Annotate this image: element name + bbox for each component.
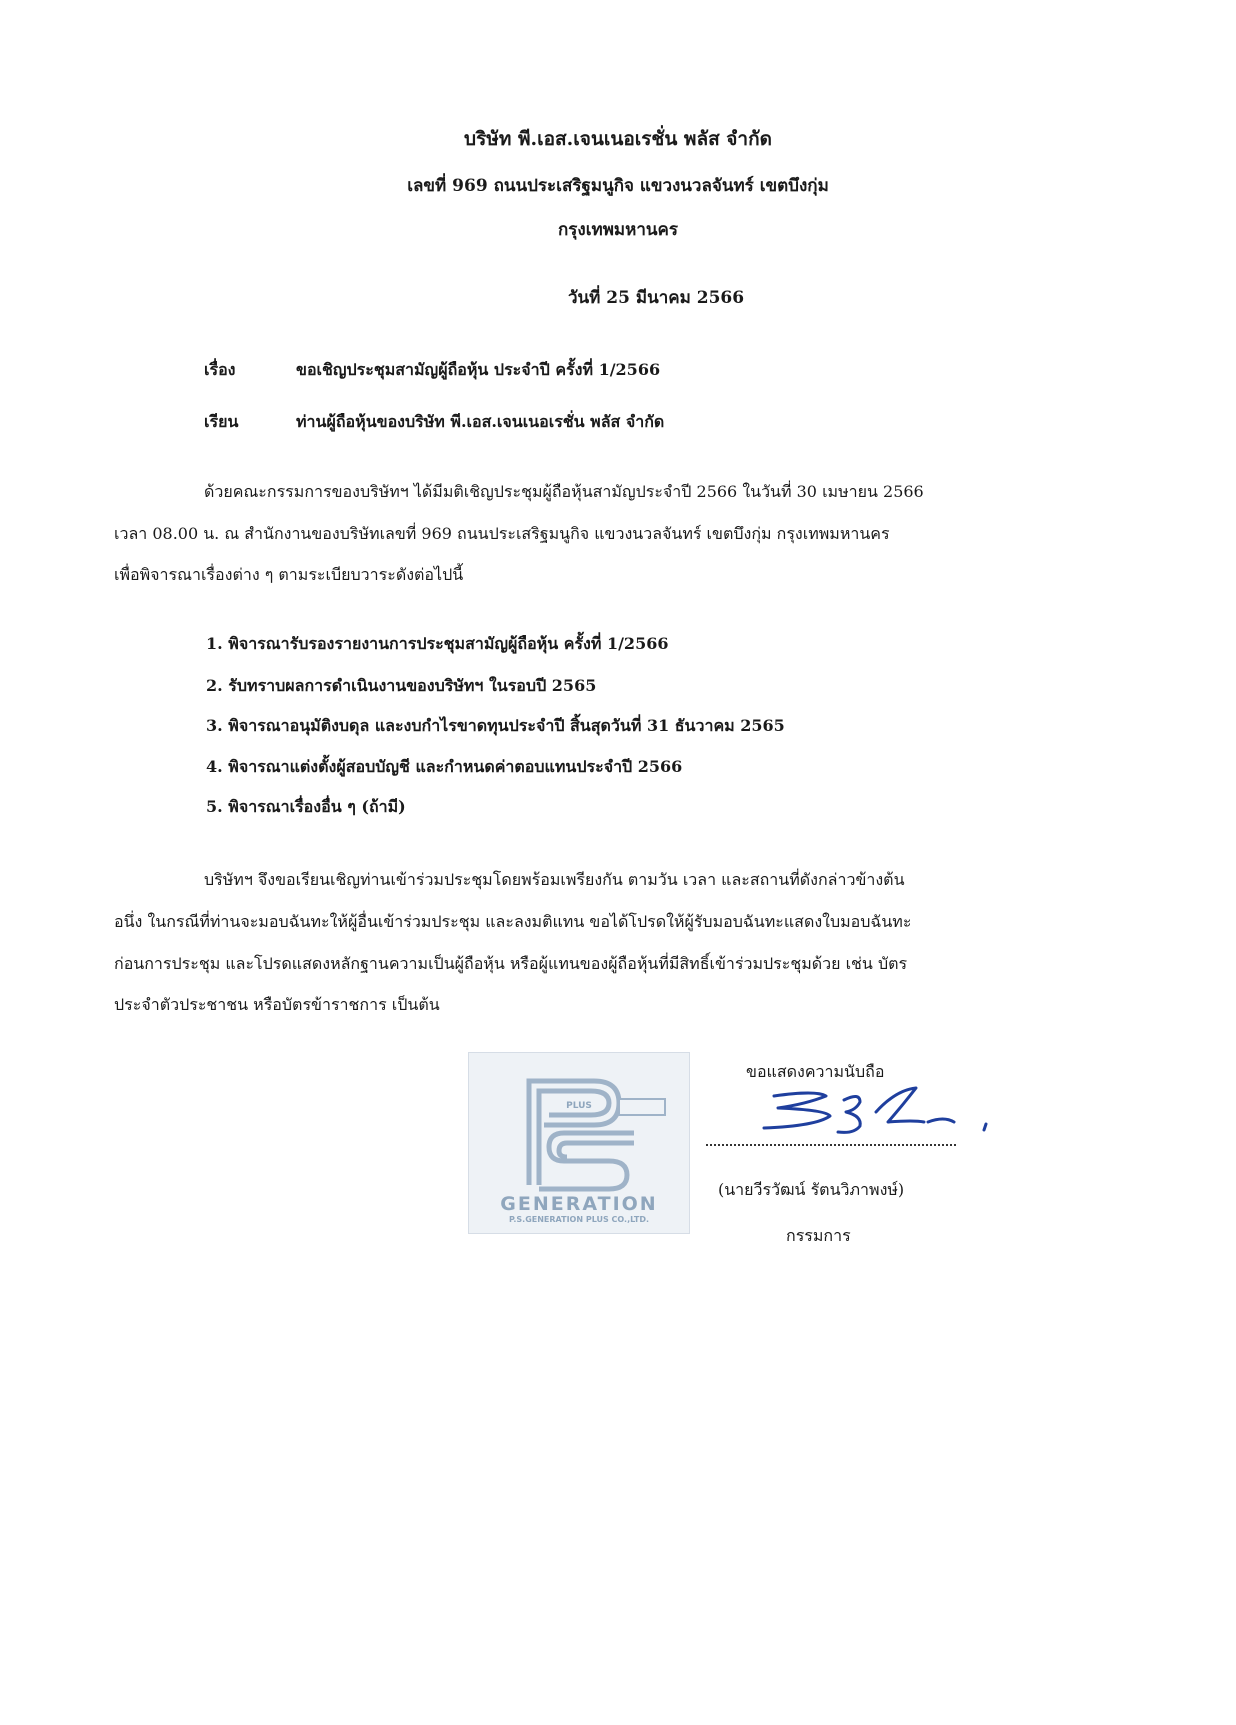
company-name: บริษัท พี.เอส.เจนเนอเรชั่น พลัส จำกัด — [464, 128, 772, 150]
stamp-main-text: GENERATION — [500, 1193, 658, 1215]
agenda-item: 3. พิจารณาอนุมัติงบดุล และงบกำไรขาดทุนประจำปี สิ้นสุดวันที่ 31 ธันวาคม 2565 — [206, 716, 785, 735]
letter-date: วันที่ 25 มีนาคม 2566 — [568, 288, 745, 308]
signer-position: กรรมการ — [786, 1226, 851, 1245]
stamp-badge: PLUS — [566, 1101, 592, 1111]
closing-line-2: อนึ่ง ในกรณีที่ท่านจะมอบฉันทะให้ผู้อื่นเข้าร่วมประชุม และลงมติแทน ขอได้โปรดให้ผู้รับมอบฉันทะแสดงใบมอบฉันทะ — [114, 912, 912, 931]
subject-text: ขอเชิญประชุมสามัญผู้ถือหุ้น ประจำปี ครั้งที่ 1/2566 — [296, 360, 661, 379]
recipient-text: ท่านผู้ถือหุ้นของบริษัท พี.เอส.เจนเนอเรชั่น พลัส จำกัด — [296, 412, 665, 431]
agenda-item: 1. พิจารณารับรองรายงานการประชุมสามัญผู้ถือหุ้น ครั้งที่ 1/2566 — [206, 634, 669, 653]
recipient-label: เรียน — [204, 412, 239, 431]
intro-line-3: เพื่อพิจารณาเรื่องต่าง ๆ ตามระเบียบวาระดังต่อไปนี้ — [114, 565, 464, 584]
closing-line-1: บริษัทฯ จึงขอเรียนเชิญท่านเข้าร่วมประชุมโดยพร้อมเพรียงกัน ตามวัน เวลา และสถานที่ดังกล่าวข้างต้น — [204, 870, 905, 889]
signature-icon — [756, 1082, 996, 1152]
company-stamp — [468, 1052, 690, 1234]
agenda-item: 4. พิจารณาแต่งตั้งผู้สอบบัญชี และกำหนดค่าตอบแทนประจำปี 2566 — [206, 757, 683, 776]
agenda-item: 2. รับทราบผลการดำเนินงานของบริษัทฯ ในรอบปี 2565 — [206, 676, 597, 695]
subject-label: เรื่อง — [204, 360, 236, 379]
signature-line — [706, 1144, 956, 1146]
agenda-item: 5. พิจารณาเรื่องอื่น ๆ (ถ้ามี) — [206, 797, 406, 816]
regards-text: ขอแสดงความนับถือ — [746, 1062, 885, 1081]
closing-line-3: ก่อนการประชุม และโปรดแสดงหลักฐานความเป็นผู้ถือหุ้น หรือผู้แทนของผู้ถือหุ้นที่มีสิทธิ์เข้าร่วมประชุมด้วย เช่น บัตร — [114, 954, 908, 973]
closing-line-4: ประจำตัวประชาชน หรือบัตรข้าราชการ เป็นต้น — [114, 995, 440, 1014]
company-address-line2: กรุงเทพมหานคร — [557, 220, 679, 240]
company-address-line1: เลขที่ 969 ถนนประเสริฐมนูกิจ แขวงนวลจันทร์ เขตบึงกุ่ม — [407, 176, 829, 196]
intro-line-1: ด้วยคณะกรรมการของบริษัทฯ ได้มีมติเชิญประชุมผู้ถือหุ้นสามัญประจำปี 2566 ในวันที่ 30 เมษายน 2566 — [204, 482, 924, 501]
intro-line-2: เวลา 08.00 น. ณ สำนักงานของบริษัทเลขที่ 969 ถนนประเสริฐมนูกิจ แขวงนวลจันทร์ เขตบึงกุ่ม กรุงเทพมหานคร — [114, 524, 890, 543]
stamp-sub-text: P.S.GENERATION PLUS CO.,LTD. — [508, 1215, 650, 1224]
signer-name: (นายวีรวัฒน์ รัตนวิภาพงษ์) — [718, 1180, 905, 1199]
